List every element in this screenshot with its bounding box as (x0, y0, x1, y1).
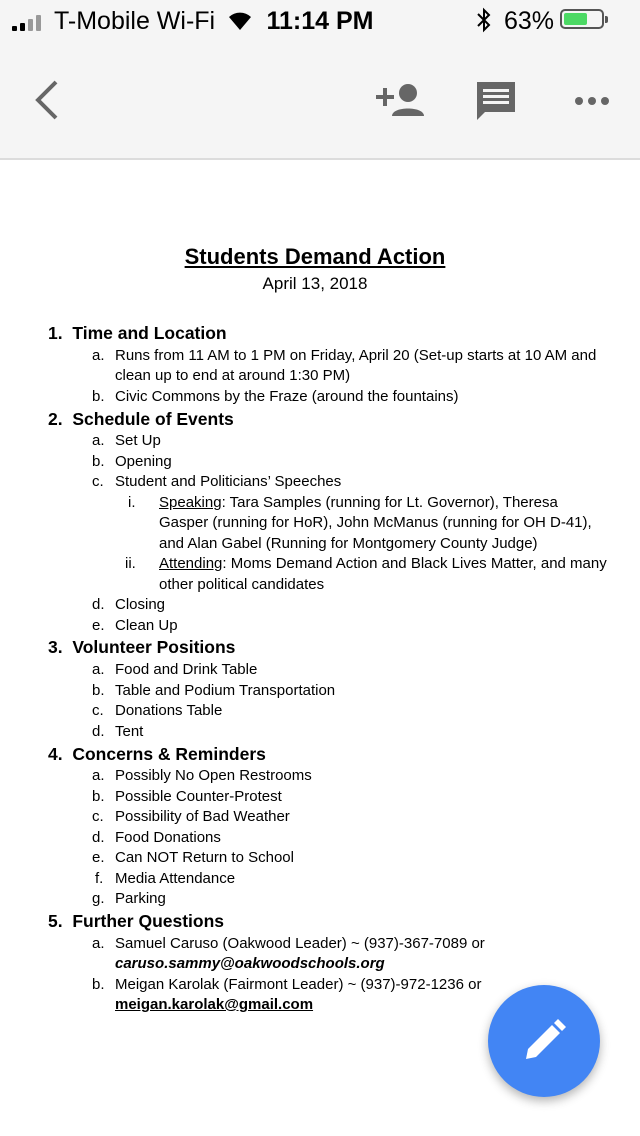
list-marker: e. (92, 617, 105, 634)
list-item-text: Donations Table (115, 702, 223, 719)
add-person-icon (376, 82, 424, 118)
edit-pencil-icon (522, 1019, 566, 1063)
list-marker: e. (92, 849, 105, 866)
list-item-text: Can NOT Return to School (115, 849, 294, 866)
sub-list-item-text: Gasper (running for HoR), John McManus (running for OH D-41), (159, 514, 592, 531)
list-item-text: Civic Commons by the Fraze (around the fountains) (115, 388, 459, 405)
status-time: 11:14 PM (266, 7, 374, 35)
list-marker: d. (92, 596, 105, 613)
list-marker: c. (92, 702, 104, 719)
list-item-text: Possibility of Bad Weather (115, 808, 290, 825)
list-marker: c. (92, 473, 104, 490)
list-item-text: Tent (115, 723, 144, 740)
section-heading: 2. Schedule of Events (48, 409, 234, 429)
add-person-button[interactable] (376, 82, 424, 123)
document-title: Students Demand Action (184, 244, 446, 269)
list-item-text: Media Attendance (115, 870, 236, 887)
section-heading: 3. Volunteer Positions (48, 637, 236, 657)
section-heading: 4. Concerns & Reminders (48, 744, 266, 764)
list-item-text: Closing (115, 596, 166, 613)
sub-list-item-text: and Alan Gabel (Running for Montgomery County Judge) (159, 535, 538, 552)
sub-list-item-text: Speaking: Tara Samples (running for Lt. Governor), Theresa (159, 494, 558, 511)
comment-icon (475, 80, 517, 122)
list-item-text: Samuel Caruso (Oakwood Leader) ~ (937)-367-7089 or (115, 935, 485, 952)
list-marker: c. (92, 808, 104, 825)
battery-fill (564, 13, 587, 25)
list-item-text: Opening (115, 453, 172, 470)
list-item-text: Set Up (115, 432, 161, 449)
list-marker: a. (92, 661, 105, 678)
sub-list-marker: i. (128, 494, 136, 511)
list-marker: g. (92, 890, 105, 907)
toolbar (0, 40, 640, 160)
list-marker: b. (92, 388, 105, 405)
list-item-text: Possibly No Open Restrooms (115, 767, 312, 784)
list-item-text: Clean Up (115, 617, 178, 634)
list-item-text: Meigan Karolak (Fairmont Leader) ~ (937)-972-1236 or (115, 976, 482, 993)
list-marker: a. (92, 347, 105, 364)
list-item-text: clean up to end at around 1:30 PM) (115, 367, 351, 384)
bluetooth-icon (474, 6, 494, 34)
status-bar (0, 0, 640, 40)
list-marker: a. (92, 767, 105, 784)
sub-list-marker: ii. (125, 555, 136, 572)
list-item-text: Table and Podium Transportation (115, 682, 336, 699)
list-item-text: Parking (115, 890, 166, 907)
list-marker: b. (92, 453, 105, 470)
carrier-label: T-Mobile Wi-Fi (54, 7, 216, 35)
list-marker: d. (92, 723, 105, 740)
list-marker: b. (92, 682, 105, 699)
list-marker: b. (92, 788, 105, 805)
battery-icon (560, 9, 604, 29)
sub-list-item-text: other political candidates (159, 576, 325, 593)
list-marker: a. (92, 432, 105, 449)
email-link[interactable]: meigan.karolak@gmail.com (115, 996, 314, 1013)
battery-percent: 63% (504, 7, 555, 35)
list-item-text: Food Donations (115, 829, 221, 846)
more-options-icon (574, 95, 610, 107)
back-arrow-icon (30, 78, 62, 122)
list-item-text: Food and Drink Table (115, 661, 258, 678)
comment-button[interactable] (475, 80, 517, 127)
email-link[interactable]: caruso.sammy@oakwoodschools.org (115, 955, 385, 972)
list-marker: a. (92, 935, 105, 952)
list-item-text: Student and Politicians’ Speeches (115, 473, 342, 490)
list-item-text: Possible Counter-Protest (115, 788, 282, 805)
back-button[interactable] (30, 78, 62, 127)
sub-list-item-text: Attending: Moms Demand Action and Black Lives Matter, and many (159, 555, 607, 572)
list-item-text: Runs from 11 AM to 1 PM on Friday, April 20 (Set-up starts at 10 AM and (115, 347, 597, 364)
more-options-button[interactable] (574, 94, 610, 112)
attending-label: Attending (159, 555, 223, 572)
list-marker: d. (92, 829, 105, 846)
section-heading: 1. Time and Location (48, 323, 227, 343)
edit-fab-button[interactable] (488, 985, 600, 1097)
list-marker: f. (95, 870, 104, 887)
list-marker: b. (92, 976, 105, 993)
speaking-label: Speaking (159, 494, 222, 511)
document-date: April 13, 2018 (262, 274, 368, 293)
section-heading: 5. Further Questions (48, 911, 225, 931)
